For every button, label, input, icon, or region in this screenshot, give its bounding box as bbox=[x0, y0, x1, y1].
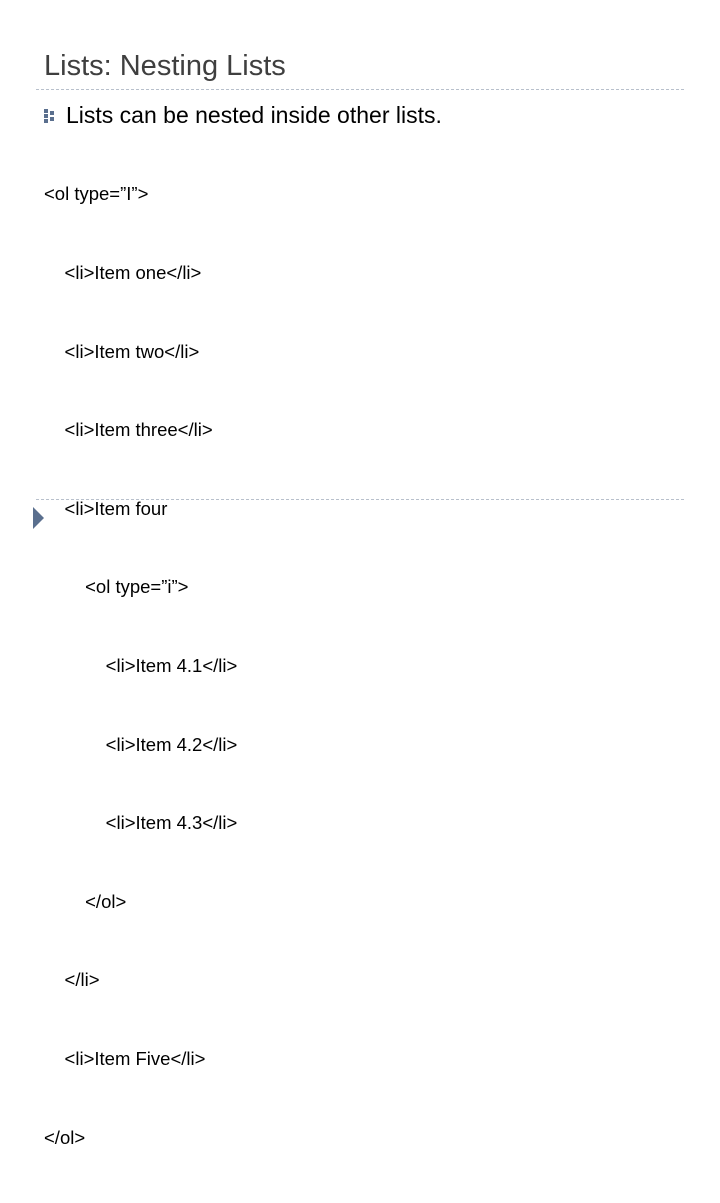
code-line: </li> bbox=[44, 969, 100, 991]
code-line: </ol> bbox=[44, 1126, 86, 1148]
slide-title: Lists: Nesting Lists bbox=[44, 50, 286, 82]
code-line: <li>Item four bbox=[44, 497, 168, 519]
bullet-text: Lists can be nested inside other lists. bbox=[66, 102, 442, 128]
code-line: <ol type=”i”> bbox=[44, 576, 189, 598]
code-line: <li>Item one</li> bbox=[44, 262, 202, 283]
code-line: </ol> bbox=[44, 890, 127, 912]
code-block bbox=[44, 129, 237, 1203]
square-bullet-icon bbox=[44, 109, 56, 123]
code-line: <li>Item three</li> bbox=[44, 419, 213, 441]
code-line: <li>Item 4.3</li> bbox=[44, 812, 238, 834]
triangle-arrow-icon[interactable] bbox=[33, 507, 44, 529]
code-line: <li>Item two</li> bbox=[44, 340, 200, 362]
title-divider bbox=[36, 89, 684, 90]
code-line: <li>Item Five</li> bbox=[44, 1047, 206, 1069]
code-line: <ol type=”I”> bbox=[44, 183, 149, 205]
footer-divider bbox=[36, 499, 684, 500]
code-line: <li>Item 4.2</li> bbox=[44, 733, 238, 755]
code-line: <li>Item 4.1</li> bbox=[44, 654, 238, 676]
